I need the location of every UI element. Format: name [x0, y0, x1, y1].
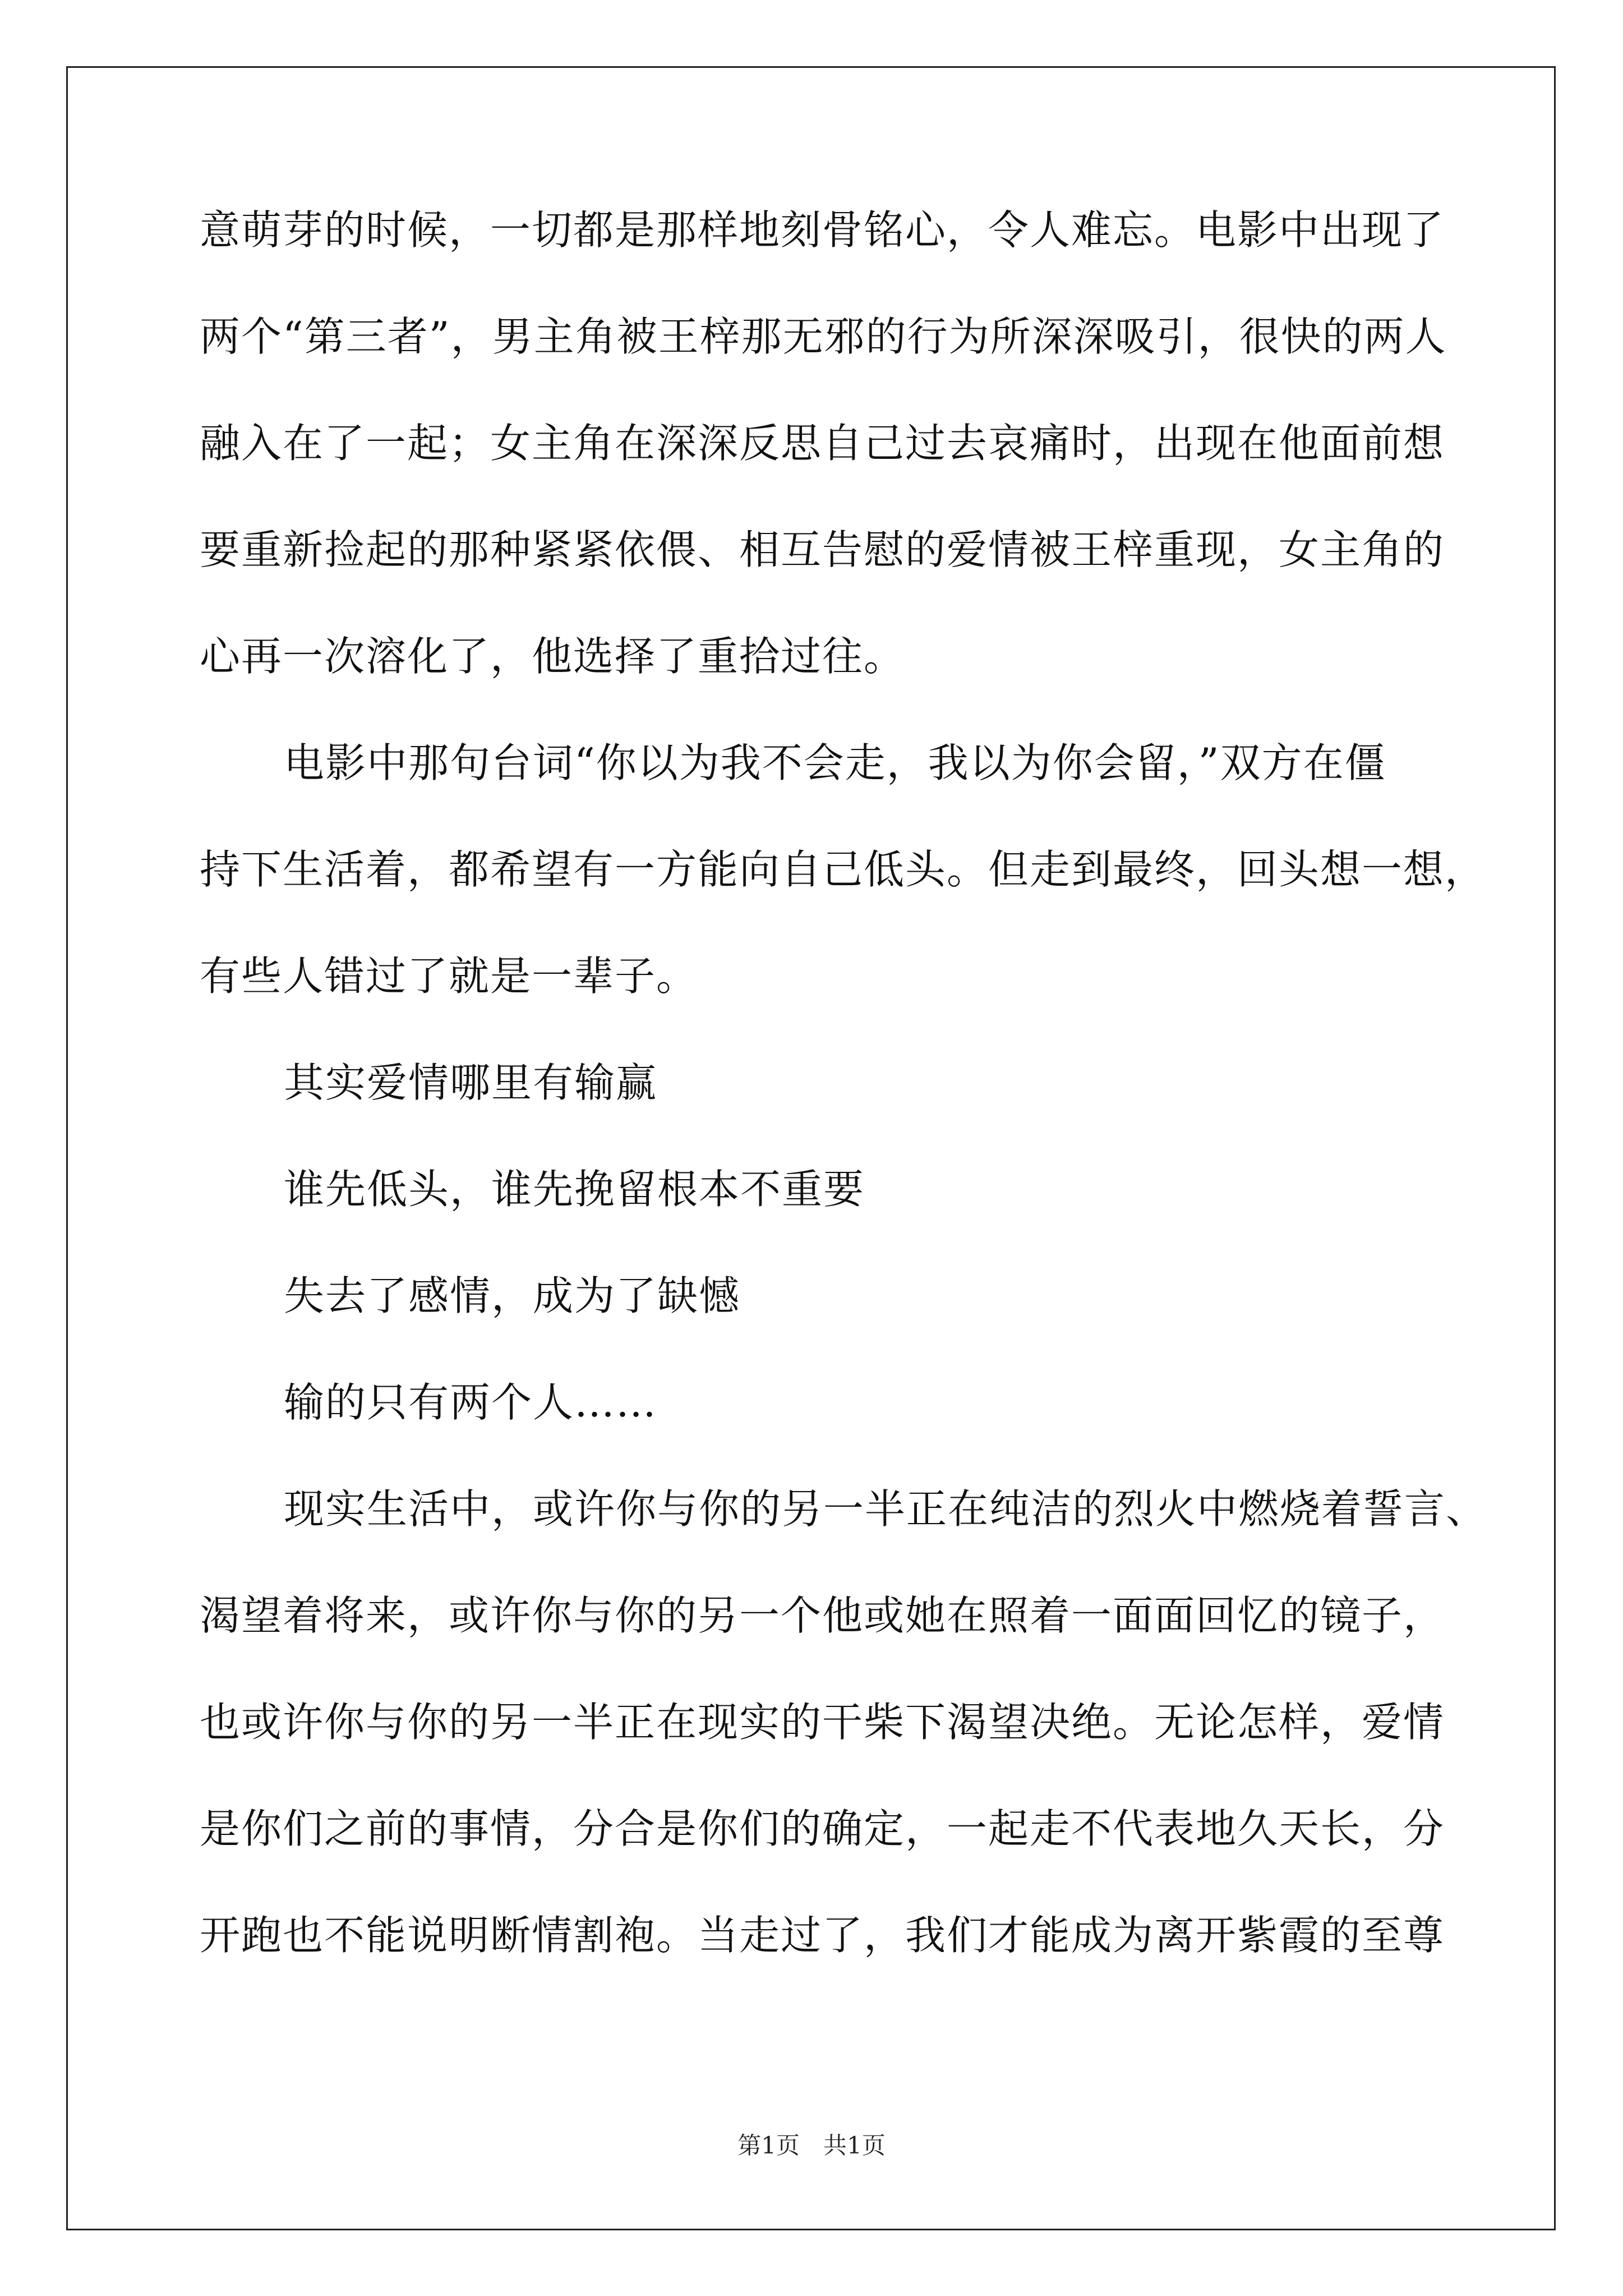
text-line: 其实爱情哪里有输赢	[284, 1059, 658, 1106]
text-line: 两个“第三者”，男主角被王梓那无邪的行为所深深吸引，很快的两人	[200, 313, 1447, 360]
document-body	[200, 202, 1488, 2014]
text-line: 也或许你与你的另一半正在现实的干柴下渴望决绝。无论怎样，爱情	[200, 1699, 1445, 1746]
text-line: 现实生活中，或许你与你的另一半正在纯洁的烈火中燃烧着誓言、	[284, 1485, 1488, 1533]
text-line: 意萌芽的时候，一切都是那样地刻骨铭心，令人难忘。电影中出现了	[200, 206, 1445, 254]
text-line: 开跑也不能说明断情割袍。当走过了，我们才能成为离开紫霞的至尊	[200, 1912, 1445, 1959]
text-line: 要重新捡起的那种紧紧依偎、相互告慰的爱情被王梓重现，女主角的	[200, 526, 1445, 573]
text-line: 输的只有两个人……	[284, 1379, 658, 1426]
text-line: 是你们之前的事情，分合是你们的确定，一起走不代表地久天长，分	[200, 1805, 1445, 1852]
text-line: 持下生活着，都希望有一方能向自己低头。但走到最终，回头想一想，	[200, 846, 1487, 893]
text-line: 心再一次溶化了，他选择了重拾过往。	[200, 633, 906, 680]
page-footer: 第1页 共1页	[737, 2132, 886, 2159]
text-line: 渴望着将来，或许你与你的另一个他或她在照着一面面回忆的镜子，	[200, 1592, 1445, 1639]
text-line: 失去了感情，成为了缺憾	[284, 1272, 741, 1319]
text-line: 融入在了一起；女主角在深深反思自己过去哀痛时，出现在他面前想	[200, 420, 1445, 467]
text-line: 有些人错过了就是一辈子。	[200, 953, 698, 1000]
text-line: 电影中那句台词“你以为我不会走，我以为你会留，”双方在僵	[284, 739, 1386, 786]
text-line: 谁先低头，谁先挽留根本不重要	[284, 1166, 865, 1213]
